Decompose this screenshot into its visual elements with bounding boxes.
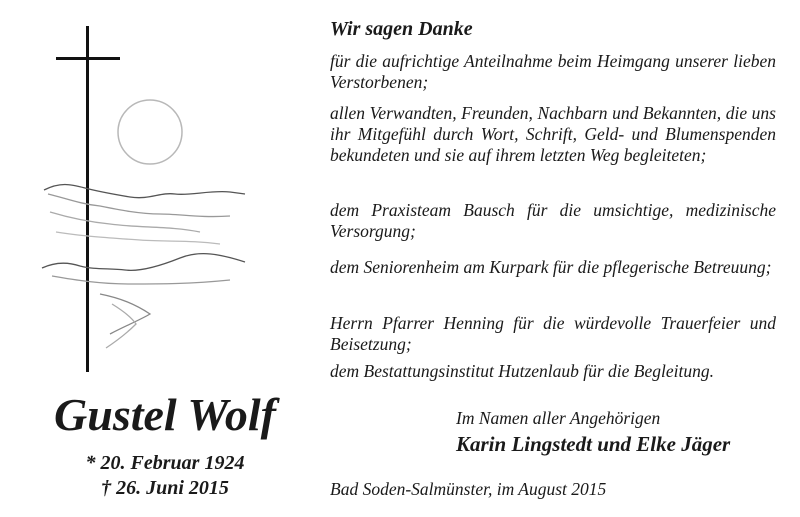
signature-intro: Im Namen aller Angehörigen — [456, 408, 661, 428]
paragraph-care-home: dem Seniorenheim am Kurpark für die pflegerische Betreuung; — [330, 257, 772, 277]
signature-names: Karin Lingstedt und Elke Jäger — [456, 432, 731, 456]
place-date: Bad Soden-Salmünster, im August 2015 — [330, 479, 607, 499]
birth-date: * 20. Februar 1924 — [85, 452, 245, 474]
paragraph-pastor: Herrn Pfarrer Henning für die würdevolle Trauerfeier und Beisetzung; — [330, 313, 776, 354]
sun-icon — [118, 100, 182, 164]
paragraph-thanks-intro: für die aufrichtige Anteilnahme beim Heimgang unserer lieben Verstorbenen; — [330, 51, 776, 92]
paragraph-funeral-home: dem Bestattungsinstitut Hutzenlaub für die Begleitung. — [330, 361, 714, 381]
deceased-name: Gustel Wolf — [54, 389, 276, 440]
paragraph-practice: dem Praxisteam Bausch für die umsichtige, medizinische Versorgung; — [330, 200, 776, 241]
memorial-artwork — [40, 22, 250, 382]
death-date: † 26. Juni 2015 — [101, 477, 229, 499]
landscape-sketch — [42, 185, 245, 349]
paragraph-relatives: allen Verwandten, Freunden, Nachbarn und Bekannten, die uns ihr Mitgefühl durch Wort, Schrift, Geld- und Blumenspenden bekundeten und sie auf ihrem letzten Weg begleiteten; — [330, 103, 776, 165]
heading: Wir sagen Danke — [330, 18, 473, 40]
